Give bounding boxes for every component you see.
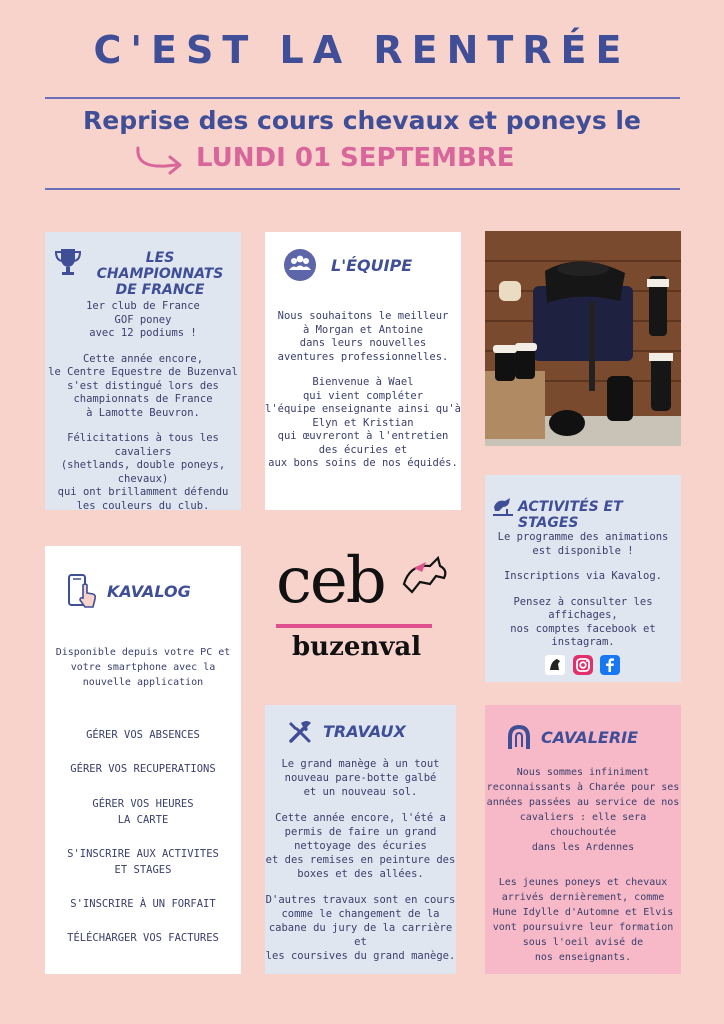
championnats-title-line1: LES CHAMPIONNATS	[96, 250, 224, 282]
travaux-paragraph: Le grand manège à un tout nouveau pare-botte galbé et un nouveau sol.	[281, 758, 440, 798]
kavalog-feature-item: TÉLÉCHARGER VOS FACTURES	[67, 932, 219, 944]
equipe-paragraph: Bienvenue à Wael qui vient compléter l'équipe enseignante ainsi qu'à Elyn et Kristian qui œuvreront à l'entretien des écuries et aux bons soins de nos équidés.	[265, 376, 461, 469]
instagram-icon[interactable]	[573, 655, 593, 675]
kavalog-app-icon[interactable]	[545, 655, 565, 675]
header-rule-top	[45, 97, 680, 99]
kavalog-title: KAVALOG	[107, 582, 191, 601]
page-subtitle: Reprise des cours chevaux et poneys le	[83, 106, 641, 135]
cavalerie-body	[485, 765, 681, 977]
curved-arrow-icon	[132, 142, 192, 178]
kavalog-feature-item: GÉRER VOS RECUPERATIONS	[70, 763, 216, 775]
travaux-card	[265, 705, 456, 974]
cavalerie-title: CAVALERIE	[541, 728, 639, 747]
equipe-paragraph: Nous souhaitons le meilleur à Morgan et Antoine dans leurs nouvelles aventures professionnelles.	[277, 310, 449, 363]
championnats-title-line2: DE FRANCE	[115, 282, 205, 298]
header-rule-bottom	[45, 188, 680, 190]
championnats-title	[85, 250, 235, 298]
equipe-title: L'ÉQUIPE	[331, 256, 413, 275]
kavalog-feature-item: S'INSCRIRE AUX ACTIVITES ET STAGES	[67, 848, 219, 876]
jumping-horse-logo-icon	[400, 554, 452, 604]
activites-title: ACTIVITÉS ET STAGES	[518, 499, 623, 531]
cavalerie-card	[485, 705, 681, 974]
activites-paragraph: Inscriptions via Kavalog.	[503, 570, 663, 582]
horse-jump-icon	[491, 495, 515, 517]
travaux-title: TRAVAUX	[323, 722, 406, 741]
championnats-paragraph: Félicitations à tous les cavaliers (shetlands, double poneys, chevaux) qui ont brillamment défendu les couleurs du club.	[57, 432, 229, 512]
team-icon	[283, 248, 317, 282]
activites-body	[485, 531, 681, 662]
smartphone-tap-icon	[65, 573, 101, 611]
horseshoe-icon	[505, 725, 533, 751]
kavalog-feature-item: GÉRER VOS HEURES LA CARTE	[92, 798, 194, 826]
championnats-card	[45, 232, 241, 510]
activites-card	[485, 475, 681, 682]
championnats-paragraph: Cette année encore, le Centre Equestre de Buzenval s'est distingué lors des championnats de France à Lamotte Beuvron.	[48, 352, 238, 419]
kavalog-card	[45, 546, 241, 974]
page-title: C'EST LA RENTRÉE	[93, 28, 631, 72]
logo-underline	[276, 624, 432, 628]
trophy-icon	[53, 246, 83, 278]
kavalog-feature-item: S'INSCRIRE À UN FORFAIT	[70, 898, 216, 910]
championnats-body	[45, 300, 241, 525]
facebook-icon[interactable]	[600, 655, 620, 675]
tools-icon	[287, 719, 315, 745]
travaux-body	[265, 757, 456, 975]
cavalerie-paragraph: Nous sommes infiniment reconnaissants à Charée pour ses années passées au service de nos cavaliers : elle sera chouchoutée dans les Ardennes	[486, 767, 680, 853]
travaux-paragraph: D'autres travaux sont en cours comme le changement de la cabane du jury de la carrière et les coursives du grand manège.	[265, 894, 456, 962]
cavalerie-paragraph: Les jeunes poneys et chevaux arrivés dernièrement, comme Hune Idylle d'Automne et Elvis vont poursuivre leur formation sous l'oeil avisé de nos enseignants.	[492, 877, 674, 963]
equipe-body	[265, 310, 461, 483]
travaux-paragraph: Cette année encore, l'été a permis de faire un grand nettoyage des écuries et des remises en peinture des boxes et des allées.	[265, 812, 456, 880]
championnats-paragraph: 1er club de France GOF poney avec 12 podiums !	[86, 300, 200, 339]
kavalog-intro: Disponible depuis votre PC et votre smartphone avec la nouvelle application	[55, 647, 231, 688]
ceb-buzenval-logo	[272, 540, 462, 670]
activites-paragraph: Le programme des animations est disponible !	[497, 531, 669, 557]
kavalog-feature-item: GÉRER VOS ABSENCES	[86, 729, 200, 741]
activites-paragraph: Pensez à consulter les affichages, nos comptes facebook et instagram.	[510, 595, 656, 648]
logo-mark: ceb	[276, 544, 385, 618]
saddle-tack-photo	[485, 231, 681, 446]
logo-name: buzenval	[292, 632, 422, 662]
equipe-card	[265, 232, 461, 510]
rentree-date: LUNDI 01 SEPTEMBRE	[196, 143, 515, 173]
